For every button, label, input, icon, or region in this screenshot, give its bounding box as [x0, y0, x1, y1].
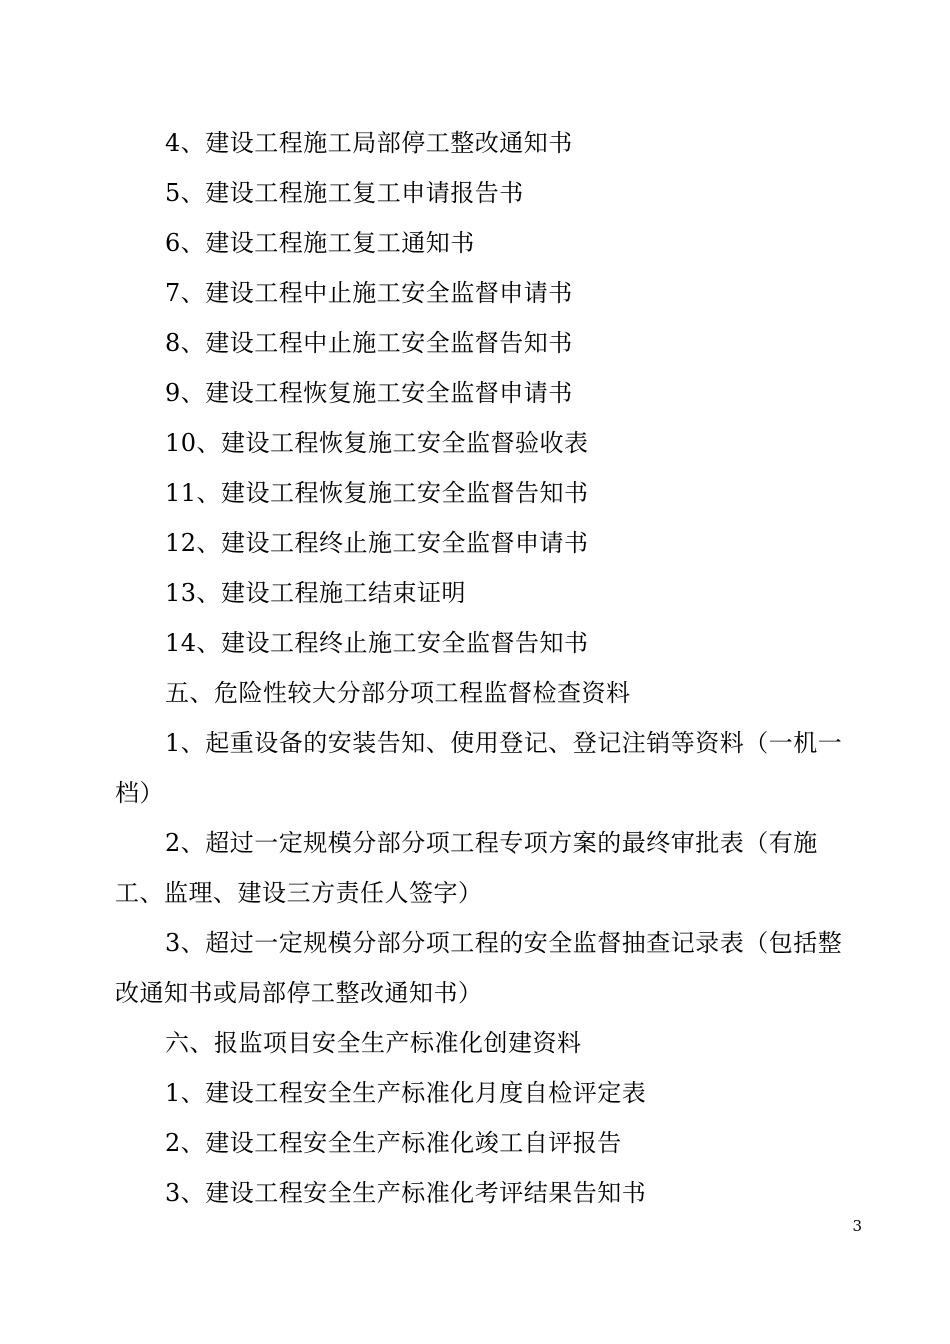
- list-item: 13、建设工程施工结束证明: [165, 579, 467, 607]
- section-heading: 六、报监项目安全生产标准化创建资料: [165, 1029, 582, 1057]
- list-item: 9、建设工程恢复施工安全监督申请书: [165, 379, 573, 407]
- list-item: 4、建设工程施工局部停工整改通知书: [165, 129, 573, 157]
- page-number: 3: [852, 1217, 862, 1235]
- list-item: 6、建设工程施工复工通知书: [165, 229, 475, 257]
- list-item: 11、建设工程恢复施工安全监督告知书: [165, 479, 589, 507]
- list-item: 14、建设工程终止施工安全监督告知书: [165, 629, 589, 657]
- list-item: 1、建设工程安全生产标准化月度自检评定表: [165, 1079, 647, 1107]
- list-item: 3、超过一定规模分部分项工程的安全监督抽查记录表（包括整改通知书或局部停工整改通知书）: [115, 929, 843, 1007]
- list-item: 8、建设工程中止施工安全监督告知书: [165, 329, 573, 357]
- list-item: 12、建设工程终止施工安全监督申请书: [165, 529, 589, 557]
- list-item: 2、建设工程安全生产标准化竣工自评报告: [165, 1129, 622, 1157]
- list-item: 3、建设工程安全生产标准化考评结果告知书: [165, 1179, 647, 1207]
- list-item: 7、建设工程中止施工安全监督申请书: [165, 279, 573, 307]
- list-item: 10、建设工程恢复施工安全监督验收表: [165, 429, 589, 457]
- section-heading: 五、危险性较大分部分项工程监督检查资料: [165, 679, 631, 707]
- list-item: 2、超过一定规模分部分项工程专项方案的最终审批表（有施工、监理、建设三方责任人签字）: [115, 829, 818, 907]
- list-item: 1、起重设备的安装告知、使用登记、登记注销等资料（一机一档）: [115, 729, 843, 807]
- document-body: [115, 118, 845, 1218]
- list-item: 5、建设工程施工复工申请报告书: [165, 179, 524, 207]
